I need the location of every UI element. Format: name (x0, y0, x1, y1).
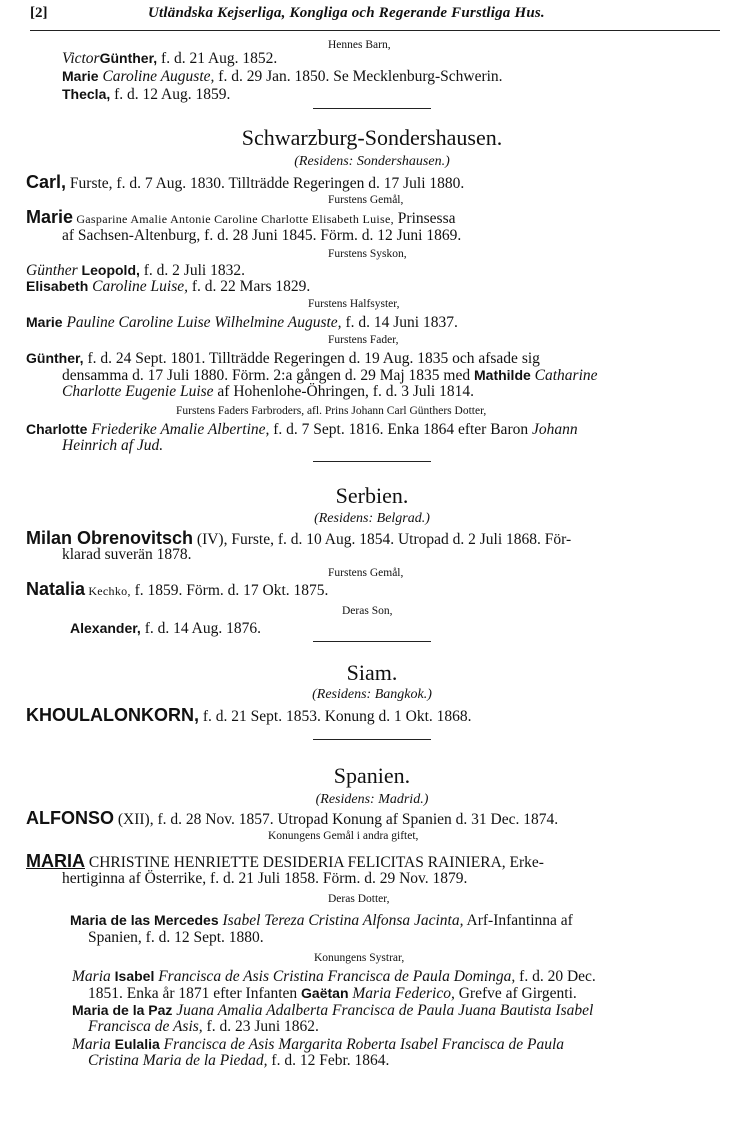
entry-milan-cont: klarad suverän 1878. (62, 546, 192, 563)
section-divider (313, 641, 431, 642)
label-furstens-gemal: Furstens Gemål, (328, 194, 404, 206)
entry-marie-gasparine: Marie Gasparine Amalie Antonie Caroline Charlotte Elisabeth Luise, Prinsessa (26, 207, 456, 227)
residence-serbien: (Residens: Belgrad.) (314, 511, 430, 526)
header-rule (30, 30, 720, 31)
residence-spanien: (Residens: Madrid.) (315, 792, 429, 807)
section-title-siam: Siam. (346, 660, 398, 685)
section-divider (313, 461, 431, 462)
entry-maria-paz-cont: Francisca de Asis, f. d. 23 Juni 1862. (88, 1018, 319, 1035)
entry-marie-pauline: Marie Pauline Caroline Luise Wilhelmine Auguste, f. d. 14 Juni 1837. (26, 314, 458, 331)
entry-gunther-leopold: Günther Leopold, f. d. 2 Juli 1832. (26, 262, 245, 279)
entry-charlotte-cont: Heinrich af Jud. (62, 437, 164, 454)
entry-maria-mercedes-cont: Spanien, f. d. 12 Sept. 1880. (88, 929, 264, 946)
entry-milan: Milan Obrenovitsch (IV), Furste, f. d. 10 Aug. 1854. Utropad d. 2 Juli 1868. För- (26, 528, 572, 548)
entry-maria-paz: Maria de la Paz Juana Amalia Adalberta Francisca de Paula Juana Bautista Isabel (72, 1002, 594, 1019)
label-hennes-barn: Hennes Barn, (328, 39, 391, 51)
entry-elisabeth: Elisabeth Caroline Luise, f. d. 22 Mars 1829. (26, 278, 311, 295)
section-title-serbien: Serbien. (335, 483, 409, 508)
running-title: Utländska Kejserliga, Kongliga och Regerande Furstliga Hus. (148, 5, 545, 21)
entry-alexander: Alexander, f. d. 14 Aug. 1876. (70, 620, 261, 637)
label-deras-son: Deras Son, (342, 605, 393, 617)
entry-gunther-father-cont1: densamma d. 17 Juli 1880. Förm. 2:a gången d. 29 Maj 1835 med Mathilde Catharine (62, 367, 598, 384)
entry-carl: Carl, Furste, f. d. 7 Aug. 1830. Tillträdde Regeringen d. 17 Juli 1880. (26, 172, 465, 192)
label-konungens-systrar: Konungens Systrar, (314, 952, 405, 964)
entry-maria-eulalia-cont: Cristina Maria de la Piedad, f. d. 12 Febr. 1864. (88, 1052, 390, 1069)
entry-victor: VictorGünther, f. d. 21 Aug. 1852. (62, 50, 278, 67)
label-konungens-gemal: Konungens Gemål i andra giftet, (268, 830, 419, 842)
entry-natalia: Natalia Kechko, f. 1859. Förm. d. 17 Okt. 1875. (26, 579, 329, 599)
page-number: [2] (30, 5, 48, 21)
entry-maria-christine: MARIA CHRISTINE HENRIETTE DESIDERIA FELICITAS RAINIERA, Erke- (26, 851, 544, 871)
residence-schwarzburg: (Residens: Sondershausen.) (294, 154, 450, 169)
entry-maria-isabel-cont: 1851. Enka år 1871 efter Infanten Gaëtan Maria Federico, Grefve af Girgenti. (88, 985, 577, 1002)
label-furstens-fader: Furstens Fader, (328, 334, 399, 346)
section-title-schwarzburg: Schwarzburg-Sondershausen. (241, 125, 503, 150)
entry-marie-gasparine-cont: af Sachsen-Altenburg, f. d. 28 Juni 1845. Förm. d. 12 Juni 1869. (62, 227, 462, 244)
entry-gunther-father: Günther, f. d. 24 Sept. 1801. Tillträdde Regeringen d. 19 Aug. 1835 och afsade sig (26, 350, 540, 367)
section-divider (313, 739, 431, 740)
entry-alfonso: ALFONSO (XII), f. d. 28 Nov. 1857. Utropad Konung af Spanien d. 31 Dec. 1874. (26, 808, 559, 828)
entry-khoulalonkorn: KHOULALONKORN, f. d. 21 Sept. 1853. Konung d. 1 Okt. 1868. (26, 705, 472, 725)
section-divider (313, 108, 431, 109)
label-furstens-halfsyster: Furstens Halfsyster, (308, 298, 400, 310)
label-deras-dotter: Deras Dotter, (328, 893, 390, 905)
entry-maria-christine-cont: hertiginna af Österrike, f. d. 21 Juli 1858. Förm. d. 29 Nov. 1879. (62, 870, 468, 887)
entry-marie: Marie Caroline Auguste, f. d. 29 Jan. 1850. Se Mecklenburg-Schwerin. (62, 68, 503, 85)
entry-charlotte: Charlotte Friederike Amalie Albertine, f. d. 7 Sept. 1816. Enka 1864 efter Baron Johann (26, 421, 578, 438)
entry-thecla: Thecla, f. d. 12 Aug. 1859. (62, 86, 231, 103)
entry-gunther-father-cont2: Charlotte Eugenie Luise af Hohenlohe-Öhringen, f. d. 3 Juli 1814. (62, 383, 474, 400)
section-title-spanien: Spanien. (333, 763, 411, 788)
entry-maria-mercedes: Maria de las Mercedes Isabel Tereza Cristina Alfonsa Jacinta, Arf-Infantinna af (70, 912, 573, 929)
label-furstens-gemal-serbien: Furstens Gemål, (328, 567, 404, 579)
label-furstens-faders-farbroders: Furstens Faders Farbroders, afl. Prins Johann Carl Günthers Dotter, (176, 405, 487, 417)
page-header (30, 5, 720, 27)
entry-maria-isabel: Maria Isabel Francisca de Asis Cristina Francisca de Paula Dominga, f. d. 20 Dec. (72, 968, 596, 985)
residence-siam: (Residens: Bangkok.) (312, 687, 432, 702)
entry-maria-eulalia: Maria Eulalia Francisca de Asis Margarita Roberta Isabel Francisca de Paula (72, 1036, 565, 1053)
label-furstens-syskon: Furstens Syskon, (328, 248, 407, 260)
